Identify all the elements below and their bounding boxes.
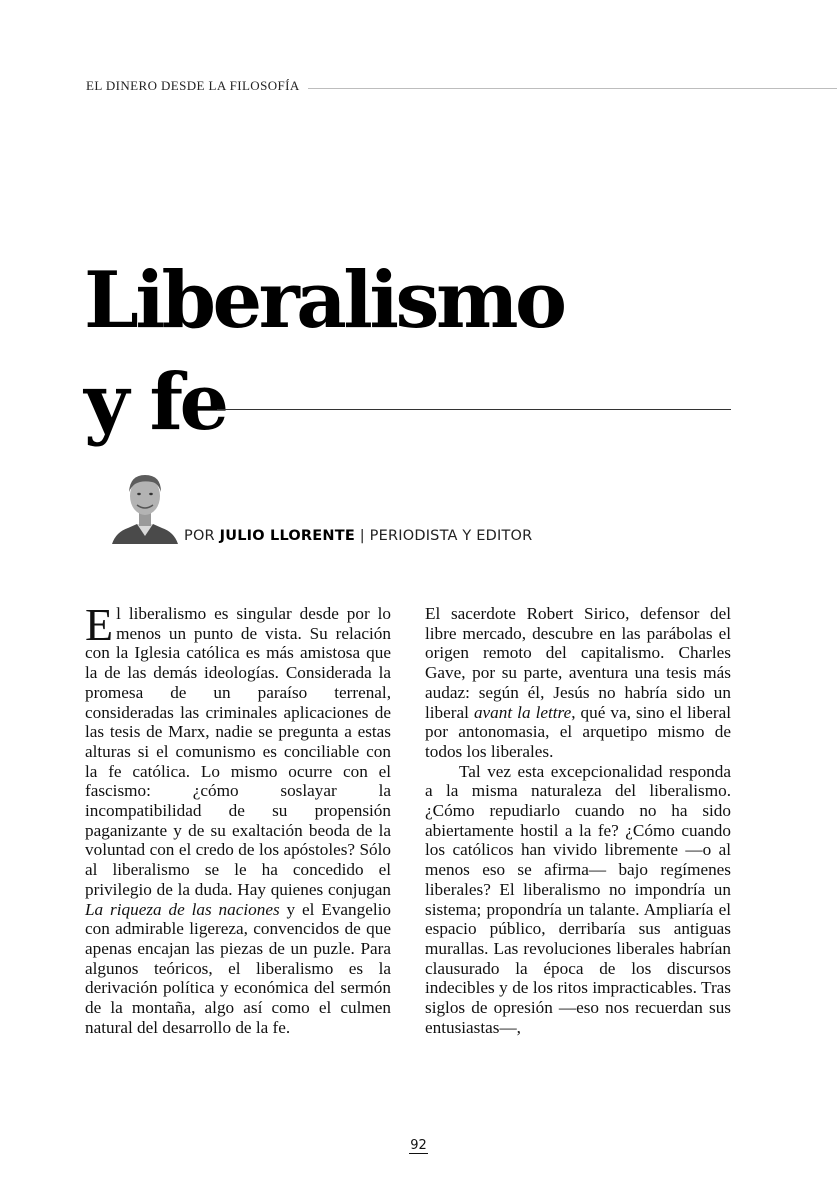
byline-separator: | <box>359 528 365 544</box>
author-role: PERIODISTA Y EDITOR <box>369 528 533 544</box>
italic-phrase: avant la lettre <box>473 702 572 722</box>
title-line-1: Liberalismo <box>84 255 564 346</box>
header-rule <box>308 88 837 89</box>
page-number-text: 92 <box>410 1138 427 1153</box>
byline <box>184 528 532 544</box>
paragraph-text: El sacerdote Robert Sirico, defensor del libre mercado, descubre en las parábolas el origen remoto del capitalismo. Charles Gave, por su parte, aventura una tesis más audaz: según él, Jesús no habría sido un liberal <box>425 604 731 722</box>
author-photo <box>112 466 178 544</box>
paragraph-text: y el Evangelio con admirable ligereza, convencidos de que apenas encajan las piezas de un puzle. Para algunos teóricos, el liberalismo es la derivación política y económica del sermón de la montaña, algo así como el culmen natural del desarrollo de la fe. <box>85 899 392 1037</box>
article-column-left <box>85 599 392 1037</box>
running-header: EL DINERO DESDE LA FILOSOFÍA <box>86 78 300 93</box>
byline-prefix: POR <box>184 528 215 544</box>
paragraph-text: l liberalismo es singular desde por lo menos un punto de vista. Su relación con la Iglesia católica es más amistosa que la de las demás ideologías. Considerada la promesa de un paraíso terrenal, consideradas las criminales aplicaciones de las tesis de Marx, nadie se pregunta a estas alturas si el comunismo es conciliable con la fe católica. Lo mismo ocurre con el fascismo: ¿cómo soslayar la incompatibilidad de su propensión paganizante y de su exaltación beoda de la voluntad con el credo de los apóstoles? Sólo al liberalismo se le ha concedido el privilegio de la duda. Hay quienes conjugan <box>85 604 391 899</box>
article-column-right <box>425 604 731 1037</box>
paragraph: Tal vez esta excepcionalidad responda a la misma naturaleza del liberalismo. ¿Cómo repudiarlo cuando no ha sido abiertamente hostil a la fe? ¿Cómo cuando los católicos han vivido libremente —o al menos eso se afirma— bajo regímenes liberales? El liberalismo no impondría un sistema; propondría un talante. Ampliaría el espacio público, derribaría sus antiguas murallas. Las revoluciones liberales habrían clausurado la época de los discursos indecibles y de los ritos impracticables. Tras siglos de opresión —eso nos recuerdan sus entusiastas—, <box>425 761 731 1037</box>
author-name: JULIO LLORENTE <box>219 528 355 544</box>
title-line-2: y fe <box>84 357 226 448</box>
page-number <box>0 1138 837 1153</box>
article-title <box>84 250 564 454</box>
paragraph-text: , qué va, sino el liberal por antonomasia, el arquetipo mismo de todos los liberales. <box>425 702 732 761</box>
book-title: La riqueza de las naciones <box>85 899 280 919</box>
drop-cap: E <box>85 599 114 650</box>
paragraph <box>425 604 731 762</box>
paragraph <box>85 599 392 1037</box>
title-rule <box>217 409 731 410</box>
